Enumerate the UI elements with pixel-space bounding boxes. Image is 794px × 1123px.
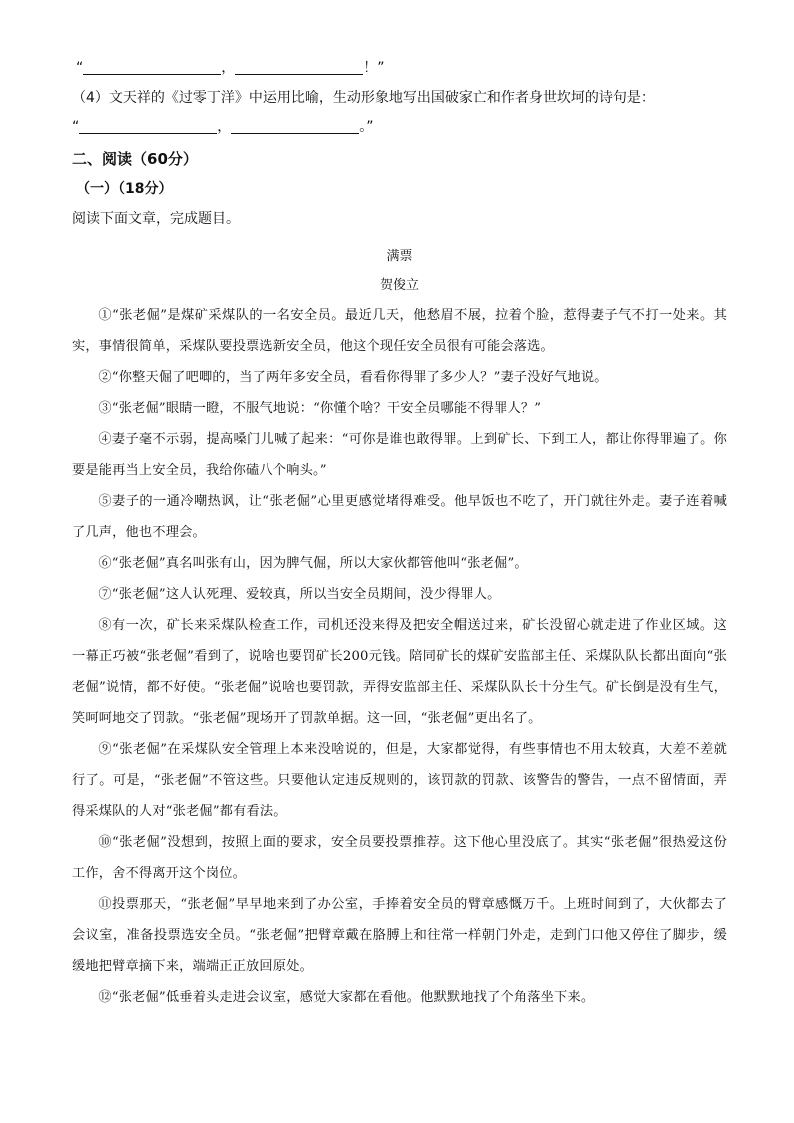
paragraph-11: ⑪投票那天，“张老倔”早早地来到了办公室，手捧着安全员的臂章感慨万千。上班时间到了，大伙都去了会议室，准备投票选安全员。“张老倔”把臂章戴在胳膊上和往常一样朝门外走，走到门口他又停住了脚步，缓缓地把臂章摘下来，端端正正放回原处。 [72,897,727,974]
question-4: （4）文天祥的《过零丁洋》中运用比喻，生动形象地写出国破家亡和作者身世坎坷的诗句是： [72,90,655,106]
paragraph-8: ⑧有一次，矿长来采煤队检查工作，司机还没来得及把安全帽送过来，矿长没留心就走进了作业区域。这一幕正巧被“张老倔”看到了，说啥也要罚矿长200元钱。陪同矿长的煤矿安监部主任、采煤队队长都出面向“张老倔”说情，都不好使。“张老倔”说啥也要罚款，弄得安监部主任、采煤队队长十分生气。矿长倒是没有生气，笑呵呵地交了罚款。“张老倔”现场开了罚款单据。这一回，“张老倔”更出名了。 [72,618,727,726]
answer-blank-2b[interactable] [231,119,359,134]
paragraph-9: ⑨“张老倔”在采煤队安全管理上本来没啥说的，但是，大家都觉得，有些事情也不用太较真，大差不差就行了。可是，“张老倔”不管这些。只要他认定违反规则的，该罚款的罚款、该警告的警告，一点不留情面，弄得采煤队的人对“张老倔”都有看法。 [72,742,727,819]
instruction: 阅读下面文章，完成题目。 [72,211,240,227]
paragraph-4: ④妻子毫不示弱，提高嗓门儿喊了起来：“可你是谁也敢得罪。上到矿长、下到工人，都让你得罪遍了。你要是能再当上安全员，我给你磕八个响头。” [72,432,727,478]
article-title: 满票 [386,249,413,264]
quote-close: 。” [359,119,374,135]
article-body [72,300,727,1013]
comma: ， [221,60,236,76]
comma: ， [217,119,232,135]
paragraph-5: ⑤妻子的一通冷嘲热讽，让“张老倔”心里更感觉堵得难受。他早饭也不吃了，开门就往外走。妻子连着喊了几声，他也不理会。 [72,494,727,540]
paragraph-2: ②“你整天倔了吧唧的，当了两年多安全员，看看你得罪了多少人？”妻子没好气地说。 [98,370,608,385]
quote-close: ！” [363,60,385,76]
paragraph-12: ⑫“张老倔”低垂着头走进会议室，感觉大家都在看他。他默默地找了个角落坐下来。 [98,990,595,1005]
fill-line-1 [76,58,727,78]
paragraph-10: ⑩“张老倔”没想到，按照上面的要求，安全员要投票推荐。这下他心里没底了。其实“张老倔”很热爱这份工作，舍不得离开这个岗位。 [72,835,727,881]
document-page [72,58,727,1013]
paragraph-3: ③“张老倔”眼睛一瞪，不服气地说：“你懂个啥？干安全员哪能不得罪人？” [98,401,542,416]
paragraph-1: ①“张老倔”是煤矿采煤队的一名安全员。最近几天，他愁眉不展，拉着个脸，惹得妻子气不打一处来。其实，事情很简单，采煤队要投票选新安全员，他这个现任安全员很有可能会落选。 [72,308,727,354]
section-heading: 二、阅读（60分） [72,150,198,168]
article-author: 贺俊立 [379,278,419,293]
paragraph-6: ⑥“张老倔”真名叫张有山，因为脾气倔，所以大家伙都管他叫“张老倔”。 [98,556,528,571]
answer-blank-2a[interactable] [79,119,217,134]
quote-open: “ [76,60,84,76]
fill-line-2 [72,117,727,137]
subsection-heading: （一）（18分） [76,181,173,197]
quote-open: “ [72,119,80,135]
answer-blank-1b[interactable] [235,60,363,75]
paragraph-7: ⑦“张老倔”这人认死理、爱较真，所以当安全员期间，没少得罪人。 [98,587,501,602]
answer-blank-1a[interactable] [83,60,221,75]
